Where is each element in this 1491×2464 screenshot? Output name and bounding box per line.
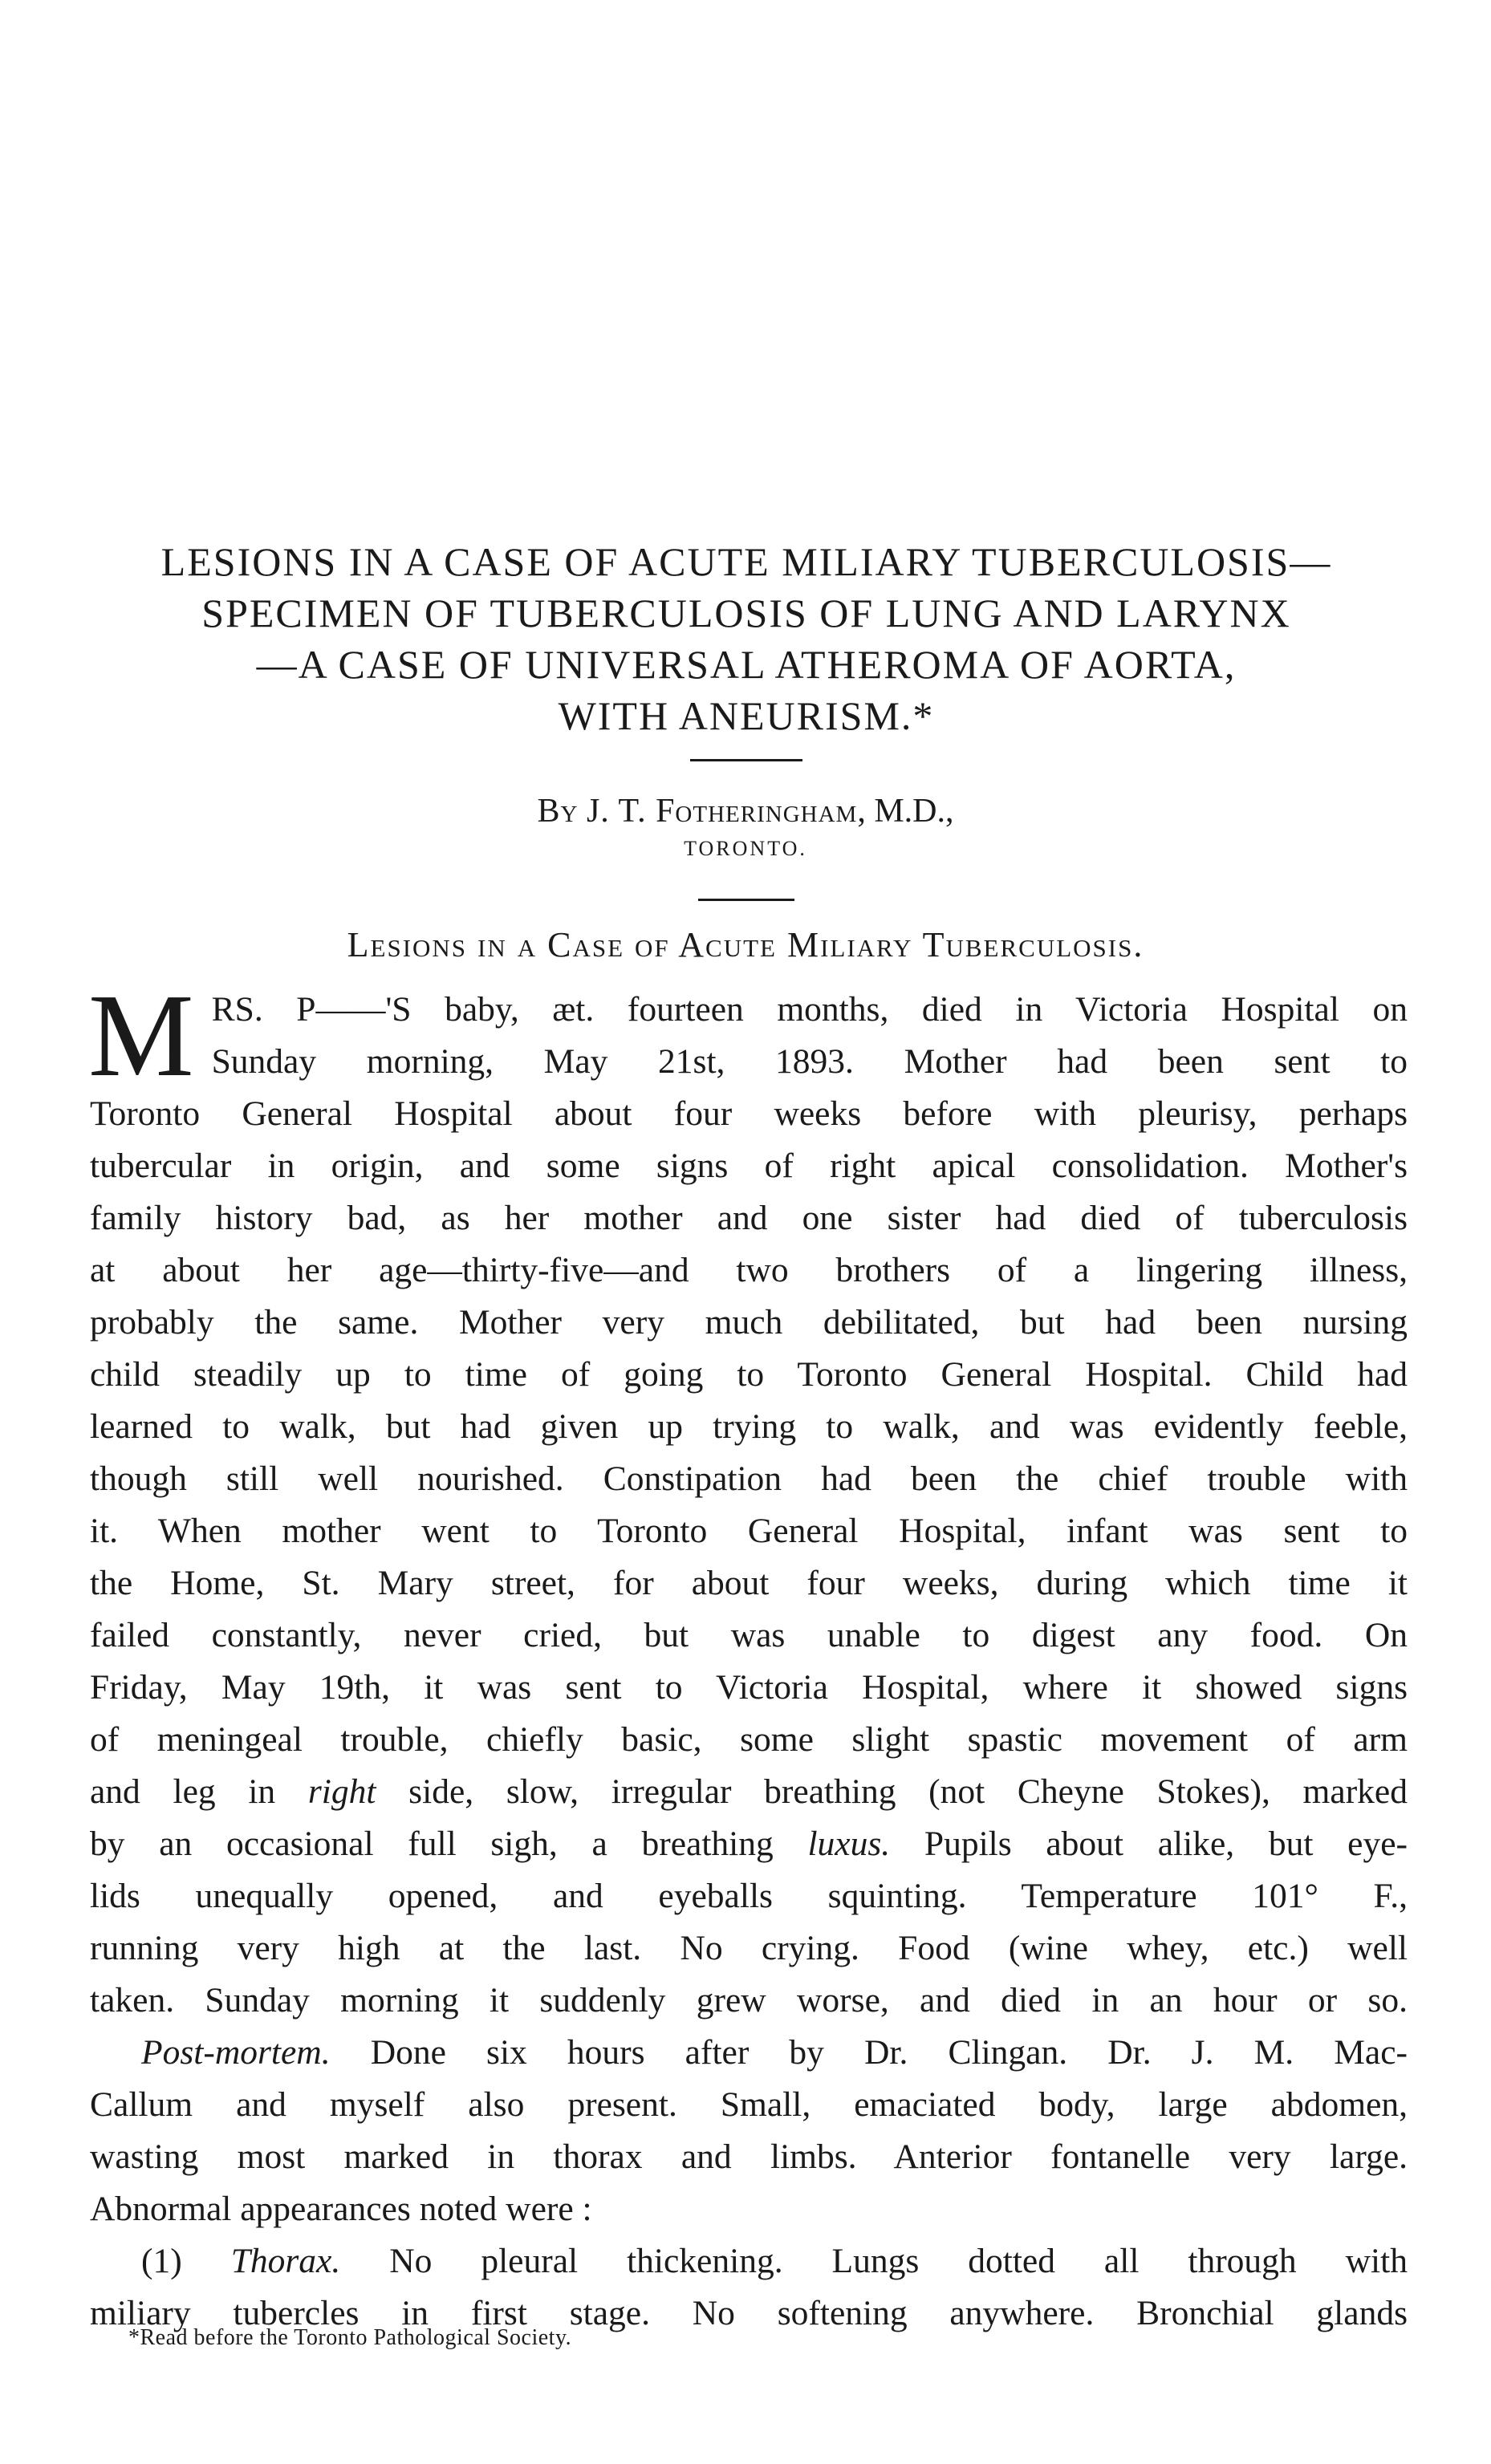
text-line: of meningeal trouble, chiefly basic, some slight spastic movement of arm — [90, 1720, 1408, 1759]
text-line: at about her age—thirty-five—and two brothers of a lingering illness, — [90, 1251, 1408, 1289]
italic-emphasis: luxus. — [807, 1825, 891, 1863]
text-line: Callum and myself also present. Small, emaciated body, large abdomen, — [90, 2085, 1408, 2124]
italic-emphasis: right — [307, 1772, 376, 1811]
text-line: taken. Sunday morning it suddenly grew worse, and died in an hour or so. — [90, 1981, 1408, 2020]
byline-divider — [698, 899, 794, 901]
text-line: Toronto General Hospital about four weeks before with pleurisy, perhaps — [90, 1094, 1408, 1133]
section-heading: Lesions in a Case of Acute Miliary Tuberculosis. — [347, 925, 1144, 964]
title-line-3: —A CASE OF UNIVERSAL ATHEROMA OF AORTA, — [256, 642, 1237, 687]
text-line: it. When mother went to Toronto General Hospital, infant was sent to — [90, 1512, 1408, 1550]
text-line: child steadily up to time of going to Toronto General Hospital. Child had — [90, 1355, 1408, 1394]
text-line: lids unequally opened, and eyeballs squinting. Temperature 101° F., — [90, 1877, 1408, 1915]
title-line-1: LESIONS IN A CASE OF ACUTE MILIARY TUBERCULOSIS— — [160, 539, 1332, 584]
text-line: though still well nourished. Constipation had been the chief trouble with — [90, 1459, 1408, 1498]
paragraph-case-history — [88, 970, 1408, 2027]
title-divider — [690, 759, 802, 761]
list-number: (1) — [141, 2242, 231, 2280]
text-line: learned to walk, but had given up trying to walk, and was evidently feeble, — [90, 1407, 1408, 1446]
text-run: Pupils about alike, but eye- — [890, 1825, 1408, 1863]
text-line: failed constantly, never cried, but was unable to digest any food. On — [90, 1616, 1408, 1654]
text-run: Done six hours after by Dr. Clingan. Dr. J. M. Mac- — [330, 2033, 1408, 2072]
text-run: and leg in — [90, 1772, 308, 1811]
article-title — [88, 536, 1404, 741]
title-line-4: WITH ANEURISM.* — [558, 693, 935, 738]
text-line: Abnormal appearances noted were : — [90, 2190, 592, 2228]
text-line — [90, 2235, 1408, 2287]
text-line: Friday, May 19th, it was sent to Victoria Hospital, where it showed signs — [90, 1668, 1408, 1707]
article-body — [88, 970, 1408, 2340]
text-line: RS. P——'S baby, æt. fourteen months, died in Victoria Hospital on — [211, 990, 1408, 1029]
text-run: No pleural thickening. Lungs dotted all through with — [340, 2242, 1408, 2280]
paragraph-thorax — [90, 2235, 1408, 2340]
italic-heading: Post-mortem. — [141, 2033, 331, 2072]
footnote: *Read before the Toronto Pathological Society. — [128, 2325, 572, 2350]
text-line: miliary tubercles in first stage. No softening anywhere. Bronchial glands — [90, 2294, 1408, 2332]
text-line: running very high at the last. No crying. Food (wine whey, etc.) well — [90, 1929, 1408, 1967]
drop-cap: M — [88, 970, 194, 1102]
text-line — [90, 1818, 1408, 1870]
text-line: the Home, St. Mary street, for about four weeks, during which time it — [90, 1564, 1408, 1602]
text-run: by an occasional full sigh, a breathing — [90, 1825, 808, 1863]
text-line — [90, 2027, 1408, 2079]
text-line — [90, 1766, 1408, 1818]
author-name: J. T. Fotheringham — [586, 793, 858, 830]
italic-heading: Thorax. — [230, 2242, 341, 2280]
text-line: family history bad, as her mother and one sister had died of tuberculosis — [90, 1199, 1408, 1237]
text-line: Sunday morning, May 21st, 1893. Mother had been sent to — [211, 1042, 1408, 1081]
title-line-2: SPECIMEN OF TUBERCULOSIS OF LUNG AND LARYNX — [201, 591, 1291, 635]
text-line: probably the same. Mother very much debilitated, but had been nursing — [90, 1303, 1408, 1342]
text-line: wasting most marked in thorax and limbs. Anterior fontanelle very large. — [90, 2137, 1408, 2176]
author-location: TORONTO. — [684, 837, 807, 860]
byline-by: By — [537, 793, 579, 830]
paragraph-post-mortem — [90, 2027, 1408, 2235]
byline — [0, 790, 1491, 832]
text-run: side, slow, irregular breathing (not Cheyne Stokes), marked — [376, 1772, 1408, 1811]
author-degree: , M.D., — [857, 793, 954, 830]
text-line: tubercular in origin, and some signs of right apical consolidation. Mother's — [90, 1147, 1408, 1185]
